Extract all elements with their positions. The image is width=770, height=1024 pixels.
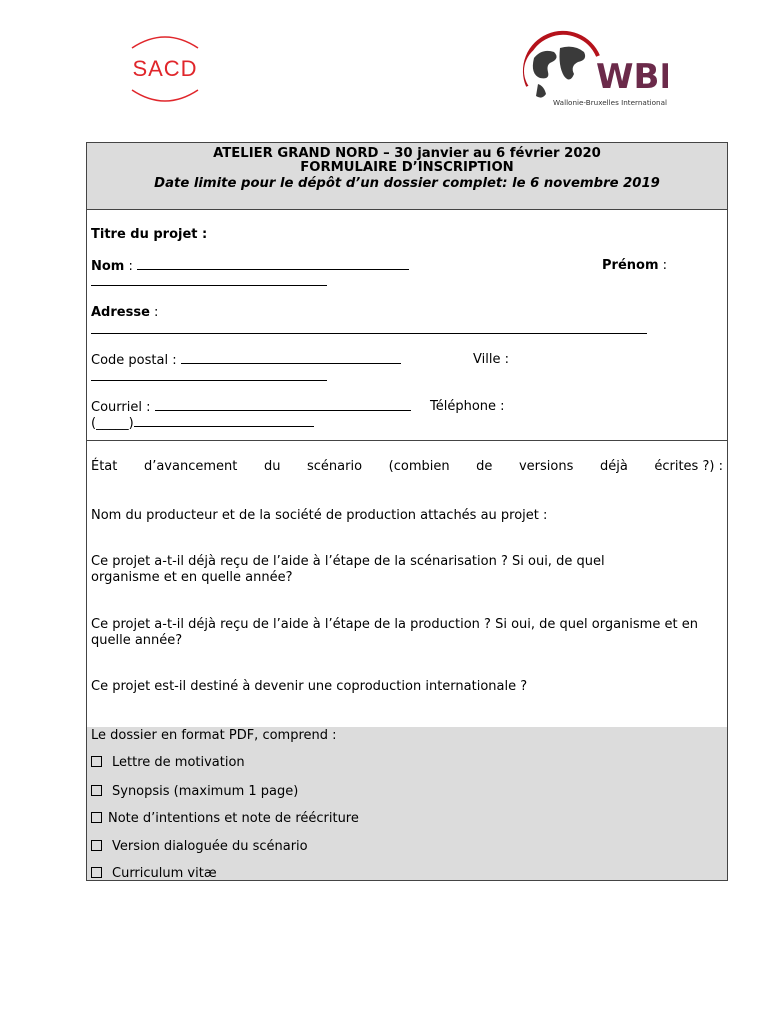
question-coproduction: Ce projet est-il destiné à devenir une coproduction internationale ? bbox=[91, 679, 528, 694]
etat-word: État bbox=[91, 459, 118, 474]
checkbox[interactable] bbox=[91, 756, 102, 767]
project-title-label: Titre du projet : bbox=[91, 227, 208, 242]
dossier-intro: Le dossier en format PDF, comprend : bbox=[91, 728, 337, 743]
courriel-field[interactable] bbox=[155, 399, 411, 411]
adresse-field[interactable] bbox=[91, 333, 647, 334]
header-title: ATELIER GRAND NORD – 30 janvier au 6 février 2020 bbox=[213, 146, 601, 161]
etat-word: de bbox=[476, 459, 493, 474]
courriel-label: Courriel : bbox=[91, 400, 151, 415]
checkbox[interactable] bbox=[91, 812, 102, 823]
question-producteur: Nom du producteur et de la société de production attachés au projet : bbox=[91, 508, 548, 523]
etat-word: écrites ?) : bbox=[654, 459, 723, 474]
courriel-row bbox=[91, 399, 411, 416]
nom-field[interactable] bbox=[137, 258, 409, 270]
ville-field[interactable] bbox=[91, 380, 327, 381]
question-etat-avancement bbox=[91, 459, 723, 475]
checklist-label: Version dialoguée du scénario bbox=[112, 839, 308, 854]
checklist-item[interactable] bbox=[91, 866, 217, 882]
header-deadline: Date limite pour le dépôt d’un dossier complet: le 6 novembre 2019 bbox=[154, 176, 660, 191]
telephone-label: Téléphone : bbox=[430, 399, 505, 414]
etat-word: déjà bbox=[599, 459, 628, 474]
code-postal-label: Code postal : bbox=[91, 353, 177, 368]
checklist-item[interactable] bbox=[91, 811, 359, 827]
nom-colon: : bbox=[128, 259, 133, 274]
checklist-label: Synopsis (maximum 1 page) bbox=[112, 784, 299, 799]
prenom-field[interactable] bbox=[91, 285, 327, 286]
etat-word: versions bbox=[518, 459, 574, 474]
code-postal-field[interactable] bbox=[181, 352, 401, 364]
adresse-label: Adresse bbox=[91, 305, 150, 320]
etat-word: scénario bbox=[307, 459, 363, 474]
question-aide-production: Ce projet a-t-il déjà reçu de l’aide à l’étape de la production ? Si oui, de quel organisme et en quelle année? bbox=[91, 617, 698, 648]
telephone-field[interactable] bbox=[134, 415, 314, 427]
prenom-label: Prénom bbox=[602, 258, 659, 273]
prenom-row bbox=[602, 258, 667, 274]
nom-label: Nom bbox=[91, 259, 125, 274]
sacd-logo-text: SACD bbox=[132, 56, 198, 81]
identity-section bbox=[87, 209, 727, 441]
telephone-prefix: (_____) bbox=[91, 416, 134, 431]
etat-word: du bbox=[263, 459, 281, 474]
telephone-row bbox=[91, 415, 314, 432]
code-postal-row bbox=[91, 352, 401, 369]
checkbox[interactable] bbox=[91, 785, 102, 796]
header-form-title: FORMULAIRE D’INSCRIPTION bbox=[300, 160, 514, 175]
checklist-label: Note d’intentions et note de réécriture bbox=[108, 811, 359, 826]
wbi-logo bbox=[508, 26, 668, 116]
checklist-item[interactable] bbox=[91, 839, 308, 855]
wbi-logo-subtitle: Wallonie-Bruxelles International bbox=[553, 98, 667, 107]
checklist-item[interactable] bbox=[91, 784, 298, 800]
checklist-label: Lettre de motivation bbox=[112, 755, 245, 770]
sacd-logo bbox=[110, 28, 220, 108]
wbi-logo-text: WBI bbox=[595, 57, 668, 97]
checklist-label: Curriculum vitæ bbox=[112, 866, 217, 881]
question-aide-scenarisation: Ce projet a-t-il déjà reçu de l’aide à l’étape de la scénarisation ? Si oui, de quel organisme et en quelle année? bbox=[91, 554, 605, 585]
checkbox[interactable] bbox=[91, 840, 102, 851]
dossier-section bbox=[87, 727, 727, 880]
etat-word: (combien bbox=[388, 459, 450, 474]
adresse-colon: : bbox=[154, 305, 159, 320]
checkbox[interactable] bbox=[91, 867, 102, 878]
nom-row bbox=[91, 258, 409, 275]
prenom-colon: : bbox=[662, 258, 668, 273]
checklist-item[interactable] bbox=[91, 755, 245, 771]
adresse-row bbox=[91, 305, 158, 321]
etat-word: d’avancement bbox=[143, 459, 238, 474]
project-questions-section bbox=[87, 440, 727, 728]
form-header bbox=[87, 143, 727, 210]
ville-label: Ville : bbox=[473, 352, 509, 367]
registration-form bbox=[86, 142, 728, 881]
